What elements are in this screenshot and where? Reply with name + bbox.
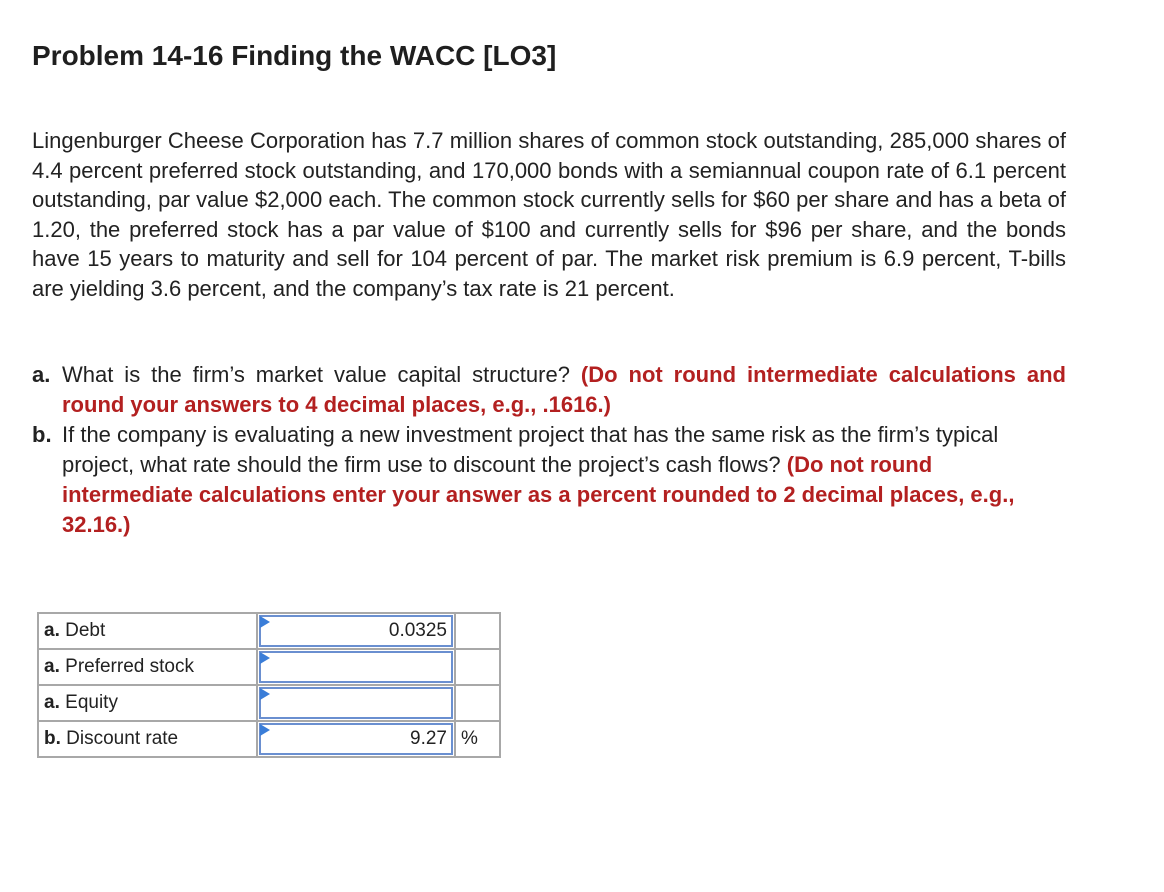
answer-table	[37, 612, 501, 758]
problem-title: Problem 14-16 Finding the WACC [LO3]	[32, 40, 557, 71]
answer-cell	[257, 685, 455, 721]
flag-triangle-icon	[260, 724, 270, 736]
answer-label-text: Debt	[65, 620, 106, 641]
answer-cell	[257, 613, 455, 649]
flag-triangle-icon	[260, 616, 270, 628]
answer-row-equity	[38, 685, 500, 721]
discount-rate-input[interactable]: 9.27	[259, 723, 453, 755]
question-a	[32, 360, 1066, 420]
question-text: What is the firm’s market value capital structure?	[62, 362, 570, 387]
answer-cell	[257, 721, 455, 757]
answer-unit	[455, 649, 500, 685]
answer-letter: b.	[44, 728, 61, 749]
answer-row-preferred-stock	[38, 649, 500, 685]
answer-row-debt	[38, 613, 500, 649]
equity-input[interactable]	[259, 687, 453, 719]
answer-row-discount-rate	[38, 721, 500, 757]
question-instruction: (Do not round intermediate calculations enter your answer as a percent rounded to 2 decimal places, e.g., 32.16.)	[62, 452, 1015, 537]
answer-letter: a.	[44, 692, 60, 713]
answer-label-text: Discount rate	[66, 728, 179, 749]
answer-label	[38, 685, 257, 721]
answer-label-text: Preferred stock	[65, 656, 194, 677]
question-b	[32, 420, 1066, 540]
answer-unit	[455, 613, 500, 649]
question-instruction: (Do not round intermediate calculations and round your answers to 4 decimal places, e.g., .1616.)	[62, 362, 1066, 417]
answer-label	[38, 721, 257, 757]
answer-label	[38, 613, 257, 649]
answer-letter: a.	[44, 620, 60, 641]
preferred-stock-input[interactable]	[259, 651, 453, 683]
answer-label-text: Equity	[65, 692, 118, 713]
answer-letter: a.	[44, 656, 60, 677]
answer-cell	[257, 649, 455, 685]
answer-label	[38, 649, 257, 685]
answer-unit	[455, 685, 500, 721]
question-letter: a.	[32, 362, 51, 387]
flag-triangle-icon	[260, 652, 270, 664]
question-letter: b.	[32, 422, 52, 447]
percent-unit: %	[455, 721, 500, 757]
debt-input[interactable]: 0.0325	[259, 615, 453, 647]
question-text: If the company is evaluating a new investment project that has the same risk as the firm’s typical project, what rate should the firm use to discount the project’s cash flows?	[62, 422, 999, 477]
question-list	[32, 360, 1066, 540]
problem-statement: Lingenburger Cheese Corporation has 7.7 million shares of common stock outstanding, 285,000 shares of 4.4 percent preferred stock outstanding, and 170,000 bonds with a semiannual coupon rate of 6.1 percent outstanding, par value $2,000 each. The common stock currently sells for $60 per share and has a beta of 1.20, the preferred stock has a par value of $100 and currently sells for $96 per share, and the bonds have 15 years to maturity and sell for 104 percent of par. The market risk premium is 6.9 percent, T-bills are yielding 3.6 percent, and the company’s tax rate is 21 percent.	[32, 128, 1066, 301]
flag-triangle-icon	[260, 688, 270, 700]
